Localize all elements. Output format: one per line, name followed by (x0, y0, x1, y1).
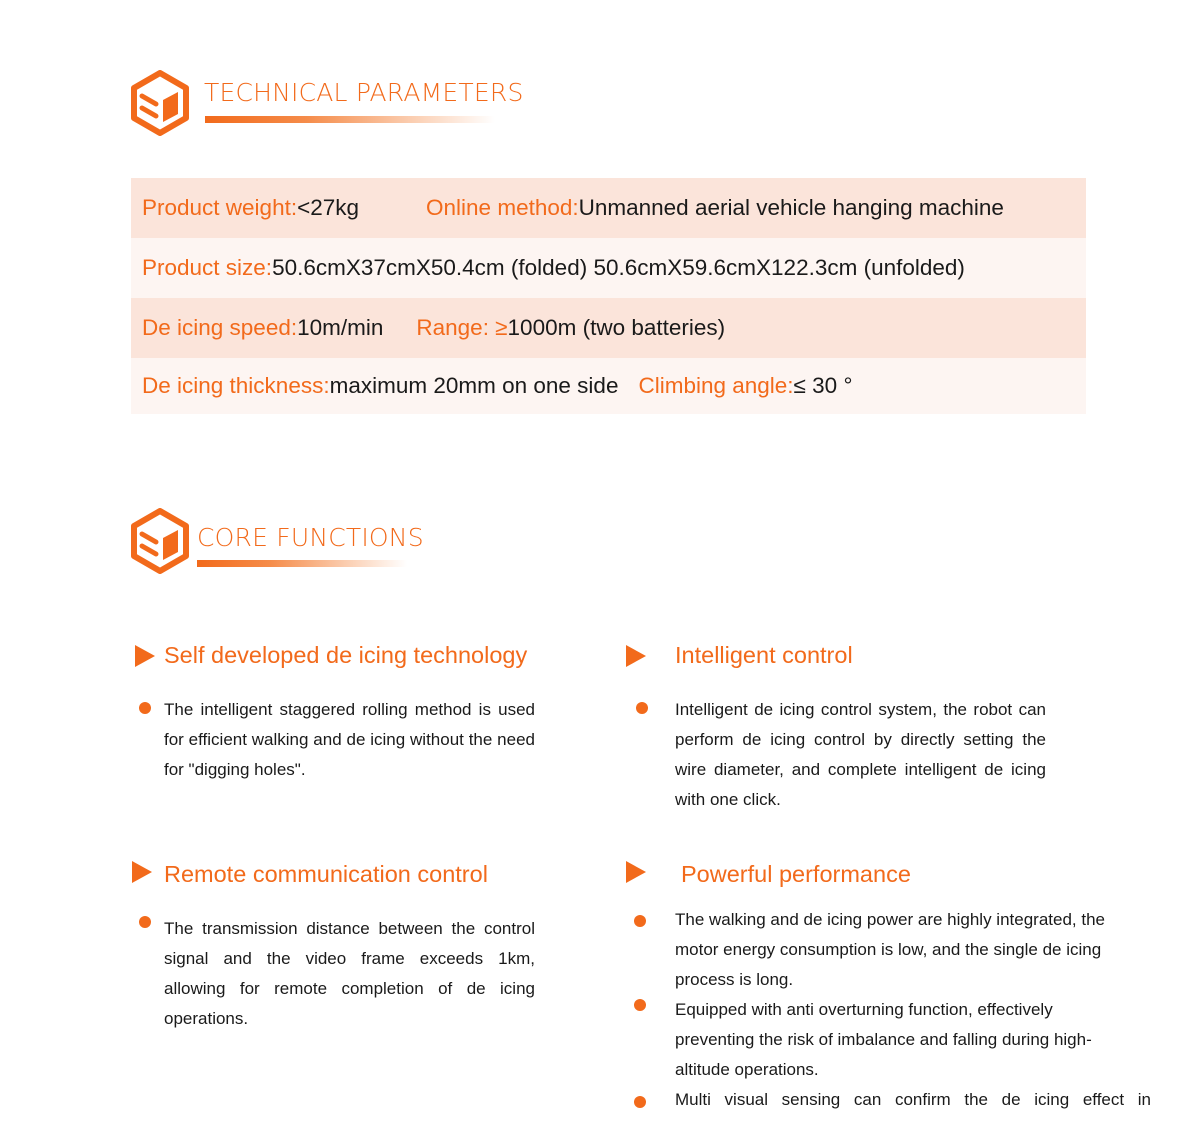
parameter-value: maximum 20mm on one side (329, 373, 619, 398)
title-underline (205, 116, 495, 123)
arrow-right-icon (135, 645, 155, 667)
bullet-dot-icon (139, 702, 151, 714)
bullet-dot-icon (636, 702, 648, 714)
technical-parameters-header (130, 70, 524, 140)
parameter-label: Range: ≥ (416, 315, 508, 340)
function-description: The intelligent staggered rolling method is used for efficient walking and de icing without the need for "digging holes". (164, 700, 535, 779)
parameter-label: Climbing angle: (638, 373, 794, 398)
function-description: Intelligent de icing control system, the robot can perform de icing control by directly setting the wire diameter, and complete intelligent de icing with one click. (675, 700, 1046, 809)
parameter-value: Unmanned aerial vehicle hanging machine (578, 195, 1004, 220)
section-title: TECHNICAL PARAMETERS (204, 78, 524, 107)
arrow-right-icon (626, 645, 646, 667)
function-title: Self developed de icing technology (164, 642, 528, 668)
function-description: The transmission distance between the control signal and the video frame exceeds 1km, allowing for remote completion of de icing operations. (164, 919, 535, 1028)
parameter-value: 50.6cmX37cmX50.4cm (folded) 50.6cmX59.6cmX122.3cm (unfolded) (272, 255, 965, 280)
arrow-right-icon (626, 861, 646, 883)
bullet-dot-icon (634, 915, 646, 927)
parameter-label: Product weight: (142, 195, 298, 220)
bullet-dot-icon (139, 916, 151, 928)
parameter-row (131, 298, 1086, 358)
function-title: Remote communication control (164, 861, 488, 887)
parameter-label: Online method: (426, 195, 579, 220)
parameter-value: 10m/min (297, 315, 384, 340)
function-description: Equipped with anti overturning function, effectively preventing the risk of imbalance and falling during high-altitude operations. (675, 1000, 1092, 1079)
parameter-row (131, 238, 1086, 298)
cube-logo-icon (130, 508, 190, 574)
function-title: Powerful performance (681, 861, 911, 887)
arrow-right-icon (132, 861, 152, 883)
section-title: CORE FUNCTIONS (197, 523, 424, 552)
parameter-label: Product size: (142, 255, 273, 280)
parameter-value: 1000m (two batteries) (507, 315, 726, 340)
title-underline (197, 560, 407, 567)
function-description: Multi visual sensing can confirm the de icing effect in (675, 1090, 1151, 1109)
parameter-row (131, 178, 1086, 238)
parameter-label: De icing speed: (142, 315, 298, 340)
parameter-value: <27kg (297, 195, 360, 220)
function-description: The walking and de icing power are highly integrated, the motor energy consumption is low, and the single de icing process is long. (675, 910, 1105, 989)
function-title: Intelligent control (675, 642, 853, 668)
parameter-row (131, 358, 1086, 414)
cube-logo-icon (130, 70, 190, 136)
bullet-dot-icon (634, 999, 646, 1011)
parameters-table (131, 178, 1086, 414)
bullet-dot-icon (634, 1096, 646, 1108)
parameter-label: De icing thickness: (142, 373, 330, 398)
core-functions-header (130, 508, 430, 578)
parameter-value: ≤ 30 ° (793, 373, 853, 398)
